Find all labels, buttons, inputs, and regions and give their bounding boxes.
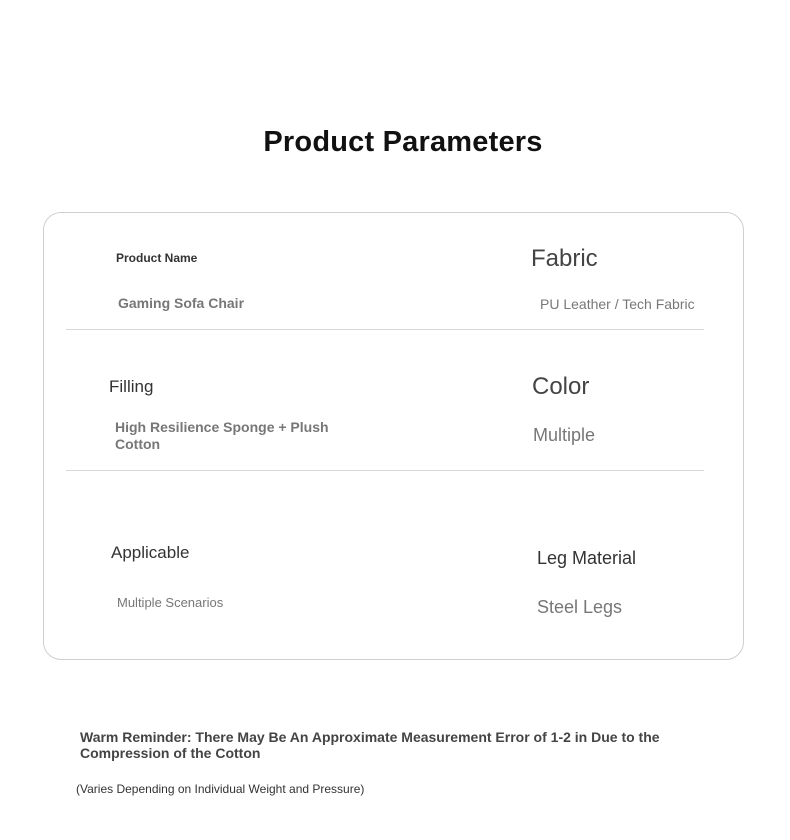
page-title: Product Parameters <box>263 126 543 158</box>
param-value-filling: High Resilience Sponge + Plush Cotton <box>115 419 329 452</box>
param-label-filling: Filling <box>109 377 154 396</box>
param-label-fabric: Fabric <box>531 245 598 272</box>
param-value-color: Multiple <box>533 425 596 445</box>
param-label-leg-material: Leg Material <box>537 548 637 568</box>
row-divider <box>66 470 704 471</box>
param-value-applicable: Multiple Scenarios <box>117 595 224 610</box>
row-divider <box>66 329 704 330</box>
weight-pressure-note: (Varies Depending on Individual Weight and Pressure) <box>76 782 365 796</box>
param-label-product-name: Product Name <box>116 251 198 265</box>
param-value-leg-material: Steel Legs <box>537 597 623 617</box>
param-label-color: Color <box>532 373 590 400</box>
measurement-reminder: Warm Reminder: There May Be An Approximate Measurement Error of 1-2 in Due to the Compression of the Cotton <box>80 729 660 761</box>
param-value-product-name: Gaming Sofa Chair <box>118 295 245 311</box>
param-label-applicable: Applicable <box>111 543 190 562</box>
param-value-fabric: PU Leather / Tech Fabric <box>540 296 695 312</box>
